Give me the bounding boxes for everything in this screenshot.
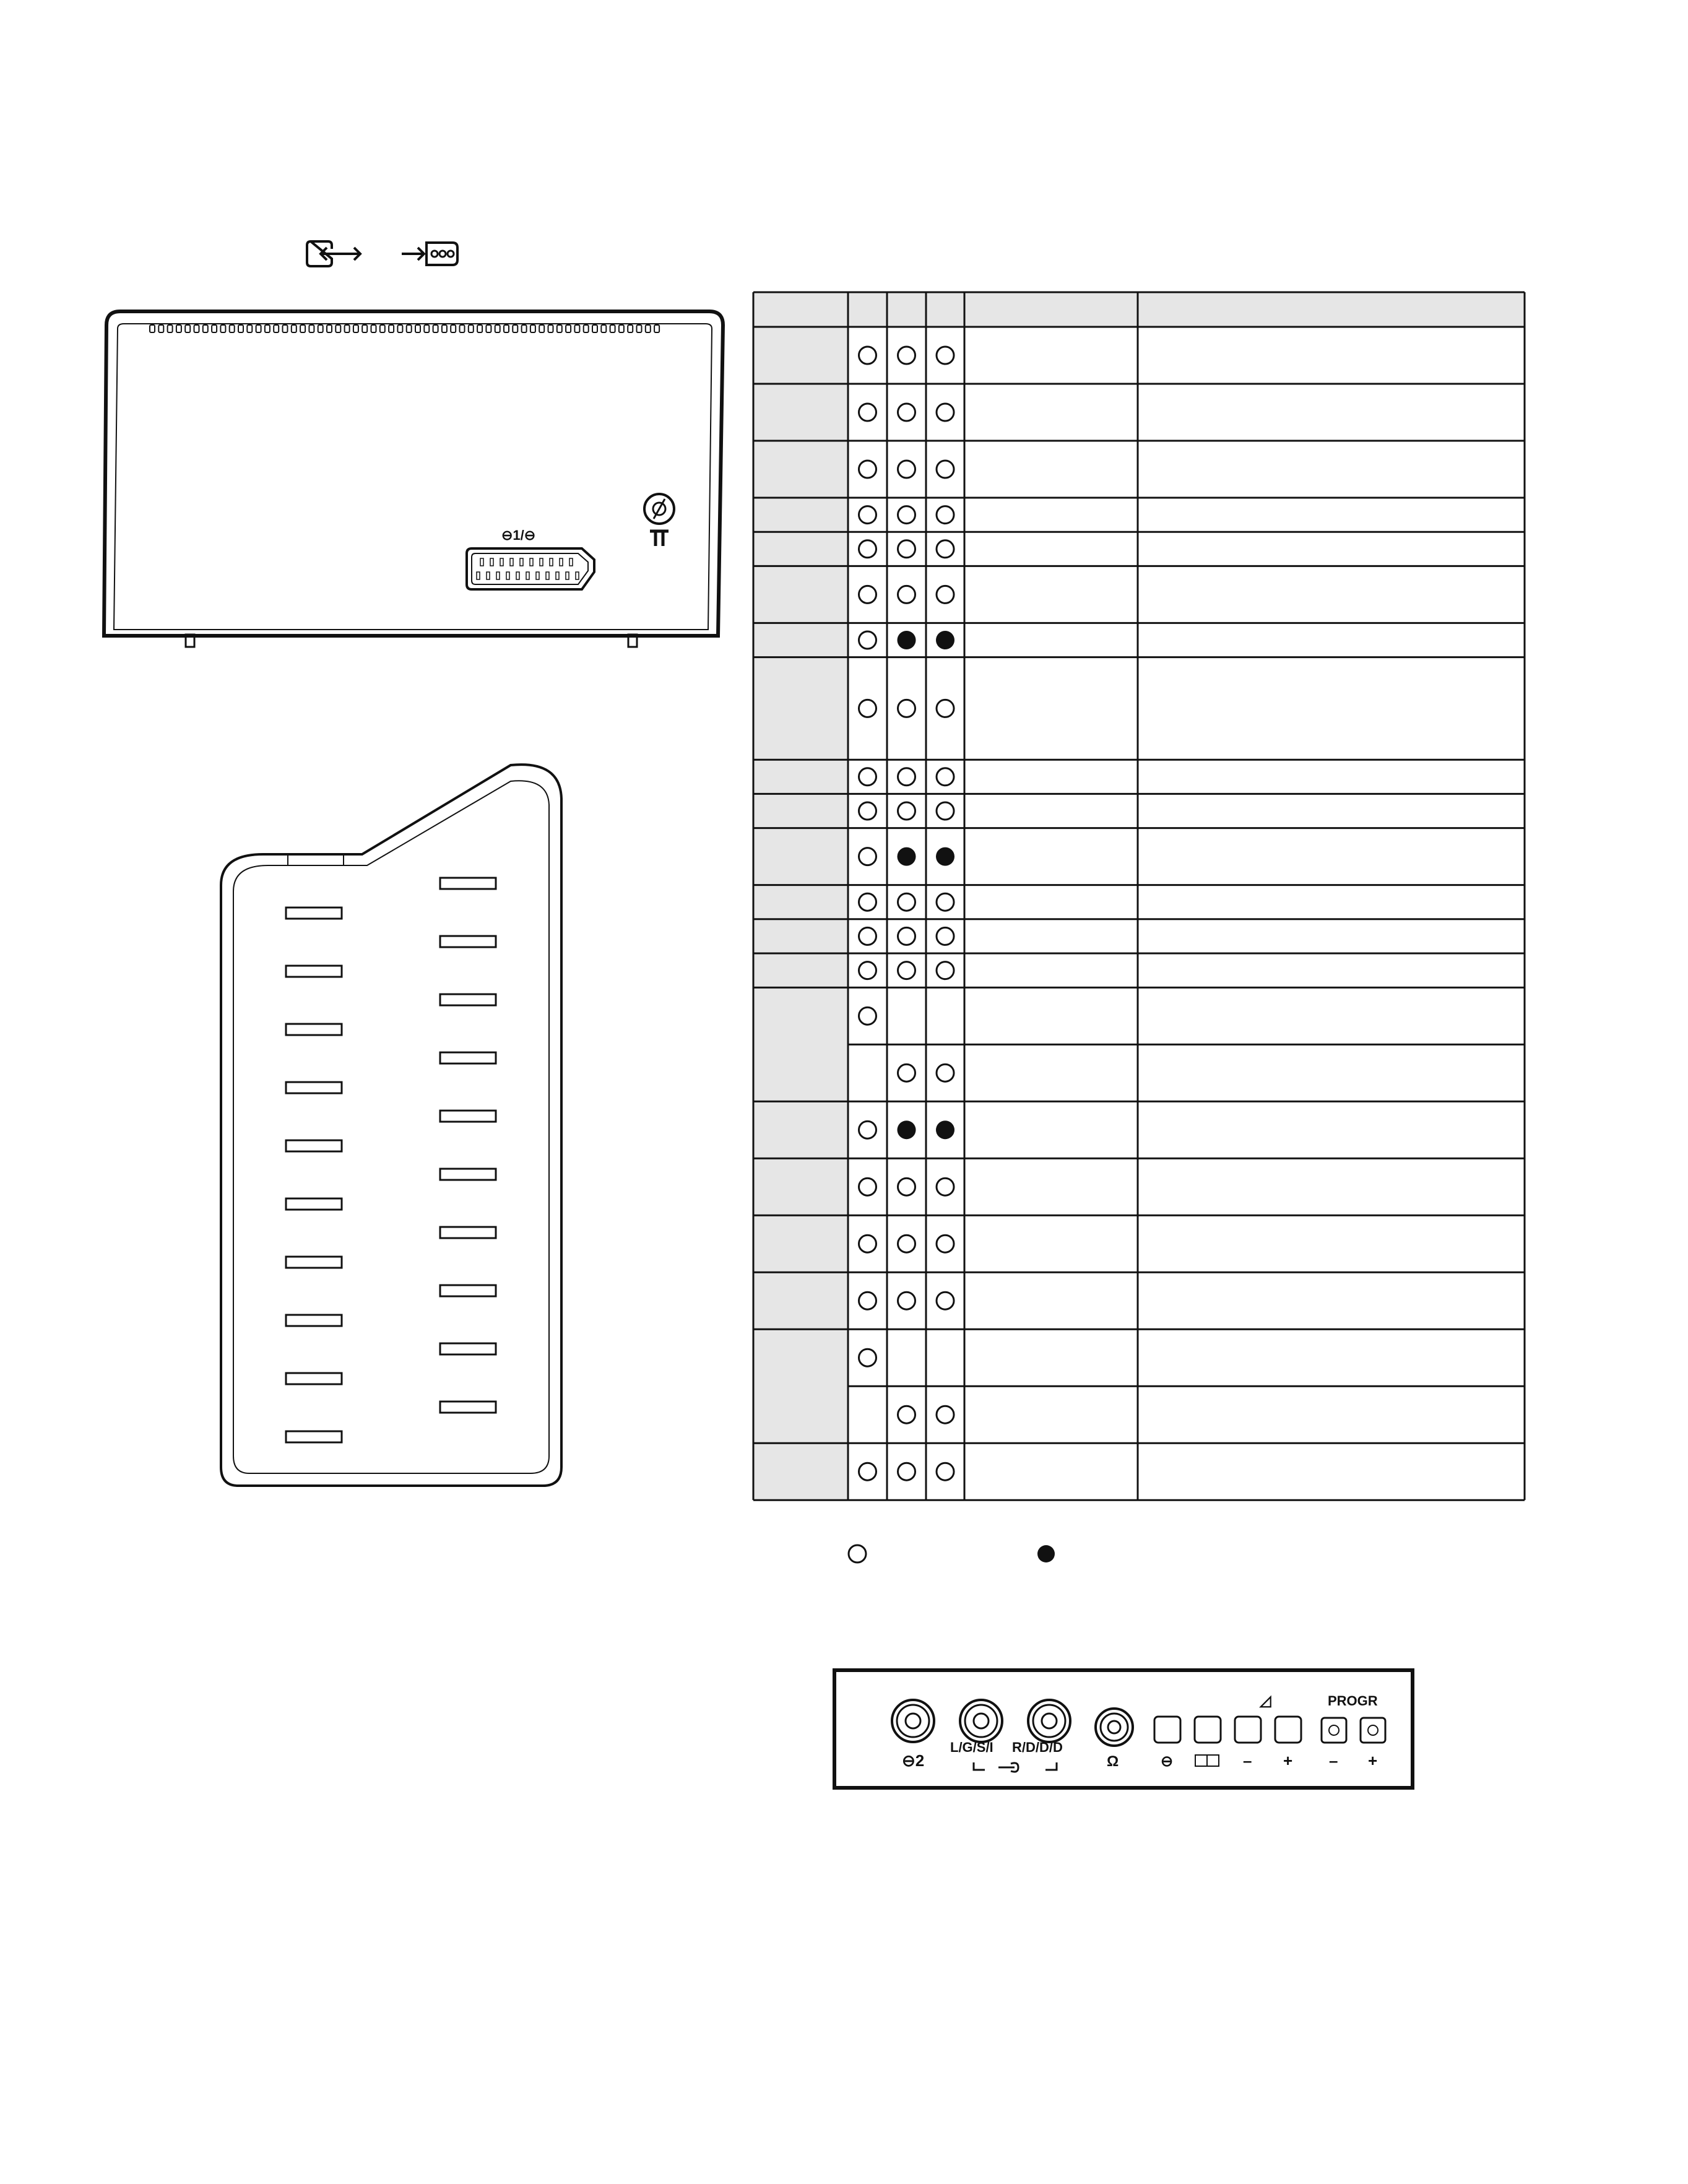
vent-slot xyxy=(256,325,261,332)
vent-slot xyxy=(477,325,482,332)
pin-open-marker xyxy=(898,1292,915,1309)
scart-arrow-icon xyxy=(399,235,461,272)
vent-slot xyxy=(513,325,517,332)
pin-open-marker xyxy=(937,768,954,786)
scart-pin xyxy=(496,572,500,579)
pin-open-marker xyxy=(859,927,876,945)
vent-slot xyxy=(415,325,420,332)
vent-slot xyxy=(566,325,571,332)
vent-slot xyxy=(610,325,615,332)
scart-pin xyxy=(490,558,493,566)
audio-right-jack[interactable] xyxy=(1028,1700,1070,1742)
pin-open-marker xyxy=(859,1292,876,1309)
volume-minus-label: – xyxy=(1243,1751,1252,1770)
program-minus-label: – xyxy=(1329,1751,1338,1770)
pin-open-marker xyxy=(937,802,954,820)
vent-slot xyxy=(158,325,163,332)
pin-open-marker xyxy=(898,1178,915,1195)
vent-slot xyxy=(283,325,288,332)
vent-slot xyxy=(380,325,385,332)
scart-pin xyxy=(477,572,480,579)
vent-slot xyxy=(460,325,465,332)
pin-open-marker xyxy=(937,927,954,945)
pin-slot-even xyxy=(440,878,496,889)
pin-open-marker xyxy=(937,586,954,603)
vent-slot xyxy=(504,325,509,332)
filled-circle-icon xyxy=(1034,1541,1058,1566)
pin-slot-odd xyxy=(286,1024,342,1035)
pin-open-marker xyxy=(937,404,954,421)
vent-slot xyxy=(238,325,243,332)
pin-open-marker xyxy=(937,347,954,364)
vent-slot xyxy=(220,325,225,332)
vent-slot xyxy=(592,325,597,332)
pin-slot-odd xyxy=(286,908,342,919)
scart-pin xyxy=(530,558,533,566)
vent-slot xyxy=(194,325,199,332)
scart-pin xyxy=(560,558,563,566)
pin-open-marker xyxy=(859,540,876,558)
front-panel xyxy=(833,1668,1414,1792)
pin-open-marker xyxy=(937,540,954,558)
program-plus-button[interactable] xyxy=(1361,1718,1385,1743)
pin-open-marker xyxy=(937,1292,954,1309)
vent-slot xyxy=(300,325,305,332)
vent-slot xyxy=(646,325,651,332)
pin-slot-even xyxy=(440,1169,496,1180)
vent-slot xyxy=(442,325,447,332)
pin-open-marker xyxy=(937,1463,954,1480)
scart-pin xyxy=(500,558,503,566)
vent-slot xyxy=(637,325,642,332)
pin-slot-even xyxy=(440,1111,496,1122)
vent-slot xyxy=(371,325,376,332)
rd-label: R/D/D/D xyxy=(1012,1740,1063,1755)
vent-slot xyxy=(335,325,340,332)
pin-slot-even xyxy=(440,994,496,1005)
pin-slot-even xyxy=(440,1227,496,1238)
pin-filled-marker xyxy=(936,847,954,866)
pin-slot-even xyxy=(440,1402,496,1413)
vent-slot xyxy=(601,325,606,332)
scart-pin-diagram xyxy=(214,761,573,1492)
pin-open-marker xyxy=(859,404,876,421)
vent-slot xyxy=(486,325,491,332)
pin-filled-marker xyxy=(898,631,916,649)
vent-slot xyxy=(407,325,412,332)
pin-slot-even xyxy=(440,936,496,947)
volume-icon: ◿ xyxy=(1260,1692,1271,1709)
scart-pin xyxy=(480,558,483,566)
pin-open-marker xyxy=(859,848,876,865)
scart-pin xyxy=(576,572,579,579)
pin-slot-even xyxy=(440,1285,496,1296)
pin-table xyxy=(752,291,1526,1517)
pin-slot-odd xyxy=(286,1431,342,1442)
vent-slot xyxy=(168,325,173,332)
mode-icon xyxy=(1195,1755,1219,1766)
pin-open-marker xyxy=(937,506,954,524)
vent-slot xyxy=(150,325,155,332)
program-minus-button[interactable] xyxy=(1322,1718,1346,1743)
volume-plus-button[interactable] xyxy=(1275,1717,1301,1743)
scart-pin xyxy=(516,572,519,579)
pin-open-marker xyxy=(898,404,915,421)
pin-open-marker xyxy=(859,1235,876,1252)
pin-open-marker xyxy=(898,461,915,478)
vent-slot xyxy=(318,325,323,332)
pin-slot-odd xyxy=(286,966,342,977)
pin-open-marker xyxy=(937,962,954,979)
audio-in-icon xyxy=(998,1763,1018,1772)
pin-filled-marker xyxy=(936,631,954,649)
pin-open-marker xyxy=(898,1463,915,1480)
pin-open-marker xyxy=(859,1463,876,1480)
pin-open-marker xyxy=(859,631,876,649)
vent-slot xyxy=(628,325,633,332)
headphone-label: Ω xyxy=(1107,1753,1119,1770)
vent-slot xyxy=(619,325,624,332)
pin-open-marker xyxy=(859,586,876,603)
vent-slot xyxy=(230,325,235,332)
program-plus-label: + xyxy=(1368,1751,1378,1770)
scart-pin xyxy=(569,558,573,566)
headphone-jack[interactable] xyxy=(1096,1709,1133,1746)
scart-pin xyxy=(487,572,490,579)
audio-left-jack[interactable] xyxy=(960,1700,1002,1742)
vent-slot xyxy=(424,325,429,332)
pin-open-marker xyxy=(898,802,915,820)
av-label: ⊖ xyxy=(1161,1753,1174,1770)
pin-filled-marker xyxy=(936,1120,954,1139)
vent-slot xyxy=(548,325,553,332)
pin-open-marker xyxy=(898,540,915,558)
scart-label: ⊖1/⊖ xyxy=(501,527,536,543)
vent-slot xyxy=(539,325,544,332)
pin-open-marker xyxy=(937,700,954,717)
vent-slot xyxy=(574,325,579,332)
vent-slot xyxy=(433,325,438,332)
antenna-icon[interactable] xyxy=(638,489,681,551)
pin-slot-even xyxy=(440,1343,496,1354)
pin-slot-odd xyxy=(286,1257,342,1268)
pin-open-marker xyxy=(898,700,915,717)
pin-slot-odd xyxy=(286,1140,342,1151)
pin-slot-odd xyxy=(286,1315,342,1326)
scart-in-out-icon xyxy=(303,235,365,272)
pin-filled-marker xyxy=(898,1120,916,1139)
bracket-left xyxy=(974,1762,985,1770)
pin-open-marker xyxy=(859,506,876,524)
pin-filled-marker xyxy=(898,847,916,866)
pin-open-marker xyxy=(859,768,876,786)
pin-open-marker xyxy=(898,962,915,979)
pin-open-marker xyxy=(898,768,915,786)
vent-slot xyxy=(274,325,279,332)
scart-pin xyxy=(520,558,523,566)
pin-open-marker xyxy=(859,1007,876,1025)
pin-open-marker xyxy=(898,893,915,911)
pin-open-marker xyxy=(859,1178,876,1195)
vent-slot xyxy=(309,325,314,332)
vent-slot xyxy=(345,325,350,332)
pin-open-marker xyxy=(898,927,915,945)
scart-pin xyxy=(526,572,529,579)
pin-open-marker xyxy=(898,347,915,364)
pin-slot-odd xyxy=(286,1373,342,1384)
pin-open-marker xyxy=(859,802,876,820)
pin-open-marker xyxy=(898,1064,915,1081)
input2-jack[interactable] xyxy=(892,1700,934,1742)
pin-open-marker xyxy=(937,1406,954,1423)
scart-pin xyxy=(550,558,553,566)
pin-open-marker xyxy=(937,1064,954,1081)
tv-back-panel xyxy=(99,306,730,653)
vent-slot xyxy=(265,325,270,332)
scart-pin xyxy=(510,558,513,566)
scart-pin xyxy=(556,572,559,579)
scart-pin xyxy=(546,572,549,579)
vent-slot xyxy=(389,325,394,332)
vent-slot xyxy=(397,325,402,332)
scart-pin xyxy=(540,558,543,566)
pin-open-marker xyxy=(859,962,876,979)
vent-slot xyxy=(584,325,589,332)
vent-slot xyxy=(557,325,562,332)
mode-button[interactable] xyxy=(1195,1717,1221,1743)
av-button[interactable] xyxy=(1154,1717,1180,1743)
pin-open-marker xyxy=(937,461,954,478)
vent-slot xyxy=(353,325,358,332)
vent-slot xyxy=(203,325,208,332)
vent-slot xyxy=(292,325,296,332)
scart-pin xyxy=(566,572,569,579)
vent-slot xyxy=(176,325,181,332)
vent-slot xyxy=(469,325,474,332)
pin-open-marker xyxy=(898,1406,915,1423)
vent-slot xyxy=(185,325,190,332)
open-circle-icon xyxy=(845,1541,870,1566)
pin-open-marker xyxy=(859,461,876,478)
pin-open-marker xyxy=(859,1121,876,1138)
pin-slot-odd xyxy=(286,1082,342,1093)
pin-slot-odd xyxy=(286,1198,342,1210)
vent-slot xyxy=(247,325,252,332)
volume-minus-button[interactable] xyxy=(1235,1717,1261,1743)
pin-open-marker xyxy=(898,506,915,524)
pin-open-marker xyxy=(898,1235,915,1252)
pin-slot-even xyxy=(440,1052,496,1064)
progr-label: PROGR xyxy=(1328,1693,1378,1709)
pin-open-marker xyxy=(859,700,876,717)
input2-label: ⊖2 xyxy=(902,1751,925,1770)
table-header xyxy=(753,292,1525,327)
lg-label: L/G/S/I xyxy=(950,1740,993,1755)
pin-open-marker xyxy=(937,1235,954,1252)
vent-slot xyxy=(451,325,456,332)
scart-pin xyxy=(506,572,509,579)
vent-slot xyxy=(327,325,332,332)
volume-plus-label: + xyxy=(1283,1751,1293,1770)
pin-open-marker xyxy=(937,893,954,911)
vent-slot xyxy=(654,325,659,332)
pin-number-column xyxy=(753,327,848,1500)
pin-open-marker xyxy=(937,1178,954,1195)
scart-socket[interactable] xyxy=(464,545,600,594)
pin-open-marker xyxy=(859,1349,876,1366)
pin-open-marker xyxy=(859,893,876,911)
pin-open-marker xyxy=(859,347,876,364)
vent-slot xyxy=(212,325,217,332)
vent-slot xyxy=(362,325,367,332)
bracket-right xyxy=(1045,1762,1057,1770)
scart-pin xyxy=(536,572,539,579)
vent-slot xyxy=(495,325,500,332)
vent-slot xyxy=(530,325,535,332)
vent-slot xyxy=(522,325,527,332)
pin-open-marker xyxy=(898,586,915,603)
